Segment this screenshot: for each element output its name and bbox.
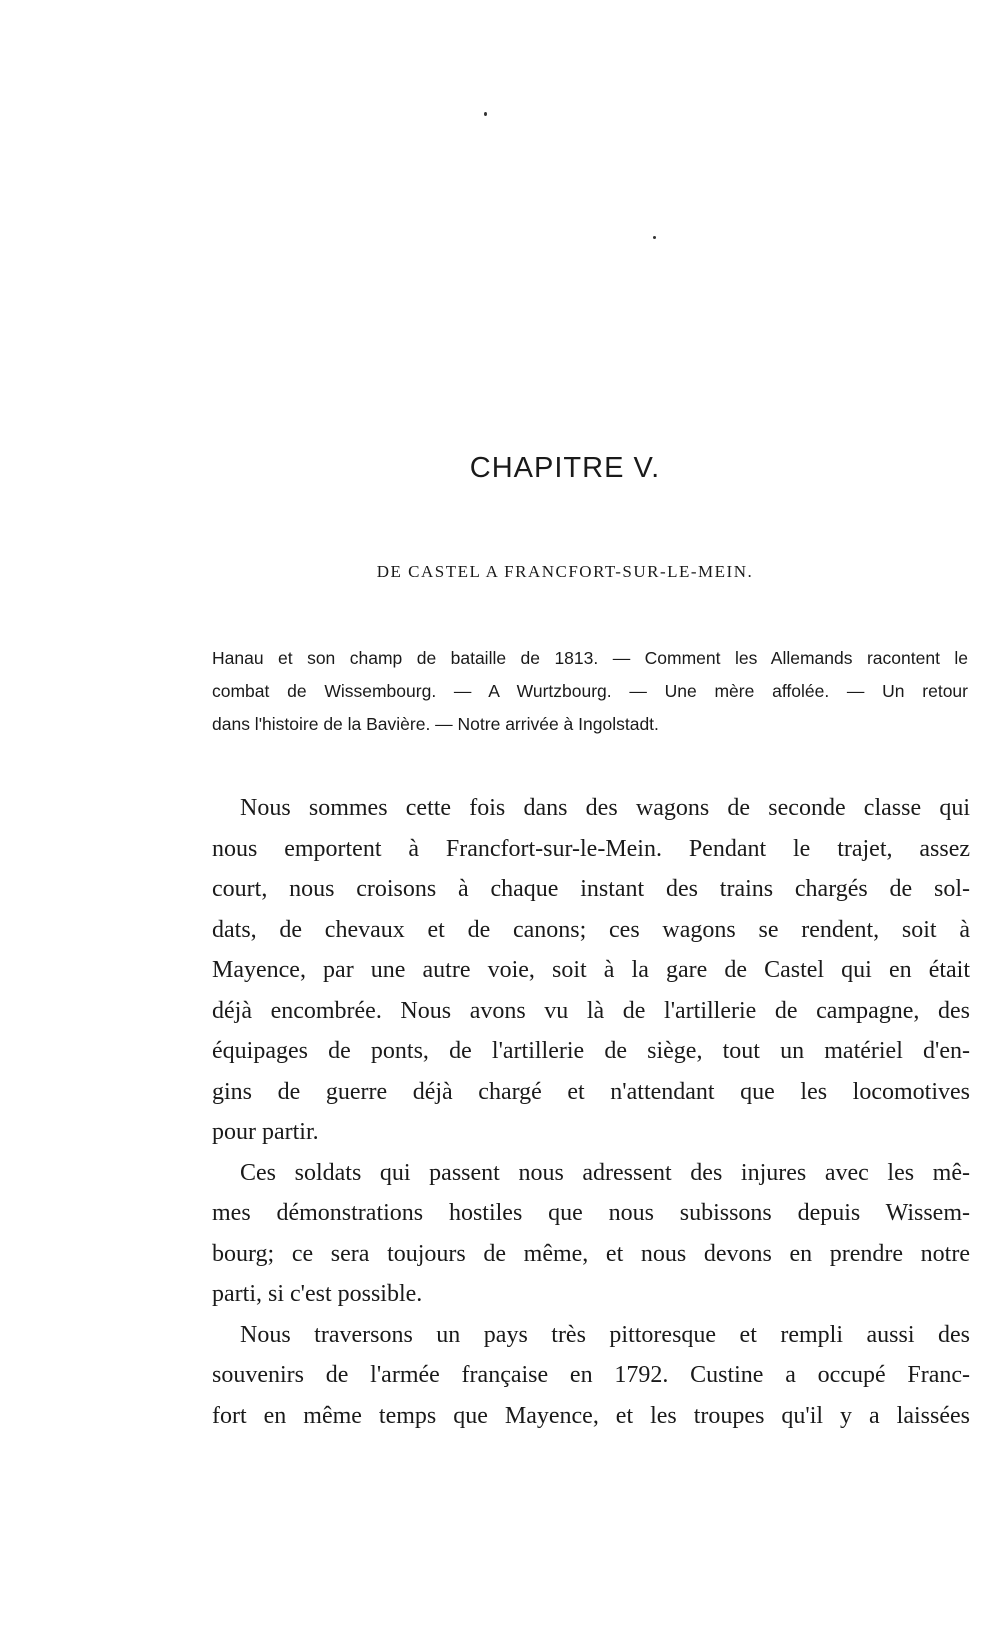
- body-text: [212, 788, 970, 1436]
- text-line: Ces soldats qui passent nous adressent des injures avec les mê-: [240, 1159, 970, 1186]
- paragraph: [212, 1153, 970, 1315]
- text-line: fort en même temps que Mayence, et les troupes qu'il y a laissées: [212, 1402, 970, 1429]
- text-line: court, nous croisons à chaque instant des trains chargés de sol-: [212, 876, 970, 902]
- summary-line: combat de Wissembourg. — A Wurtzbourg. — Une mère affolée. — Un retour: [212, 681, 968, 701]
- text-line: Nous sommes cette fois dans des wagons de seconde classe qui: [240, 795, 970, 821]
- text-line: gins de guerre déjà chargé et n'attendant que les locomotives: [212, 1078, 970, 1105]
- text-line: dats, de chevaux et de canons; ces wagons se rendent, soit à: [212, 916, 970, 943]
- chapter-title: CHAPITRE V.: [469, 452, 661, 484]
- chapter-summary: [212, 642, 968, 741]
- text-line: mes démonstrations hostiles que nous subissons depuis Wissem-: [212, 1200, 970, 1226]
- text-line: bourg; ce sera toujours de même, et nous devons en prendre notre: [212, 1240, 970, 1267]
- chapter-subtitle: DE CASTEL A FRANCFORT-SUR-LE-MEIN.: [376, 562, 754, 581]
- scan-speck: [653, 236, 656, 239]
- summary-line: dans l'histoire de la Bavière. — Notre arrivée à Ingolstadt.: [212, 714, 659, 734]
- summary-line: Hanau et son champ de bataille de 1813. — Comment les Allemands racontent le: [212, 648, 968, 668]
- text-line: déjà encombrée. Nous avons vu là de l'artillerie de campagne, des: [212, 997, 970, 1024]
- text-line: nous emportent à Francfort-sur-le-Mein. Pendant le trajet, assez: [212, 835, 970, 862]
- text-line: pour partir.: [212, 1119, 319, 1145]
- paragraph: [212, 1315, 970, 1437]
- text-line: Mayence, par une autre voie, soit à la gare de Castel qui en était: [212, 957, 970, 983]
- text-line: équipages de ponts, de l'artillerie de siège, tout un matériel d'en-: [212, 1038, 970, 1064]
- paragraph: [212, 788, 970, 1153]
- text-line: souvenirs de l'armée française en 1792. Custine a occupé Franc-: [212, 1362, 970, 1388]
- text-line: parti, si c'est possible.: [212, 1281, 423, 1307]
- scan-speck: [484, 112, 487, 116]
- text-line: Nous traversons un pays très pittoresque et rempli aussi des: [240, 1321, 970, 1348]
